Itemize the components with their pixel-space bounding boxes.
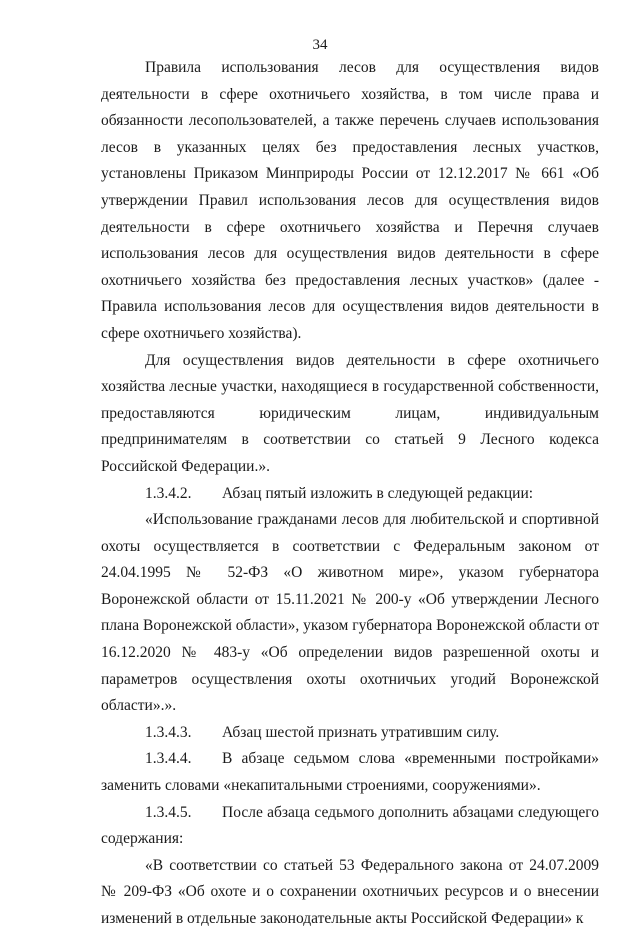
- clause: [101, 720, 599, 747]
- paragraph: «Использование гражданами лесов для любительской и спортивной охоты осуществляется в соответствии с Федеральным законом от 24.04.1995 № 52-ФЗ «О животном мире», указом губернатора Воронежской области от 15.11.2021 № 200-у «Об утверждении Лесного плана Воронежской области», указом губернатора Воронежской области от 16.12.2020 № 483-у «Об определении видов разрешенной охоты и параметров осуществления охоты охотничьих угодий Воронежской области».».: [101, 511, 599, 715]
- clause-number: 1.3.4.3.: [145, 723, 192, 741]
- clause: [101, 481, 599, 508]
- clause-number: 1.3.4.2.: [145, 484, 192, 502]
- page-number: 34: [312, 37, 328, 53]
- clause-number: 1.3.4.4.: [145, 750, 192, 768]
- paragraph: Для осуществления видов деятельности в сфере охотничьего хозяйства лесные участки, находящиеся в государственной собственности, предоставляются юридическим лицам, индивидуальным предпринимателям в соответствии со статьей 9 Лесного кодекса Российской Федерации.».: [101, 351, 599, 475]
- document-body: [101, 55, 599, 933]
- clause-number: 1.3.4.5.: [145, 803, 192, 821]
- clause: [101, 800, 599, 853]
- paragraph: «В соответствии со статьей 53 Федерального закона от 24.07.2009 № 209-ФЗ «Об охоте и о сохранении охотничьих ресурсов и о внесении изменений в отдельные законодательные акты Российской Федерации» к: [101, 856, 599, 927]
- clause-text: В абзаце седьмом слова «временными постройками» заменить словами «некапитальными строениями, сооружениями».: [101, 750, 599, 795]
- clause-text: Абзац шестой признать утратившим силу.: [222, 723, 500, 741]
- clause-text: Абзац пятый изложить в следующей редакции:: [222, 484, 534, 502]
- clause: [101, 746, 599, 799]
- clause-text: После абзаца седьмого дополнить абзацами следующего содержания:: [101, 803, 599, 848]
- paragraph: Правила использования лесов для осуществления видов деятельности в сфере охотничьего хозяйства, в том числе права и обязанности лесопользователей, а также перечень случаев использования лесов в указанных целях без предоставления лесных участков, установлены Приказом Минприроды России от 12.12.2017 № 661 «Об утверждении Правил использования лесов для осуществления видов деятельности в сфере охотничьего хозяйства и Перечня случаев использования лесов для осуществления видов деятельности в сфере охотничьего хозяйства без предоставления лесных участков» (далее - Правила использования лесов для осуществления видов деятельности в сфере охотничьего хозяйства).: [101, 59, 599, 342]
